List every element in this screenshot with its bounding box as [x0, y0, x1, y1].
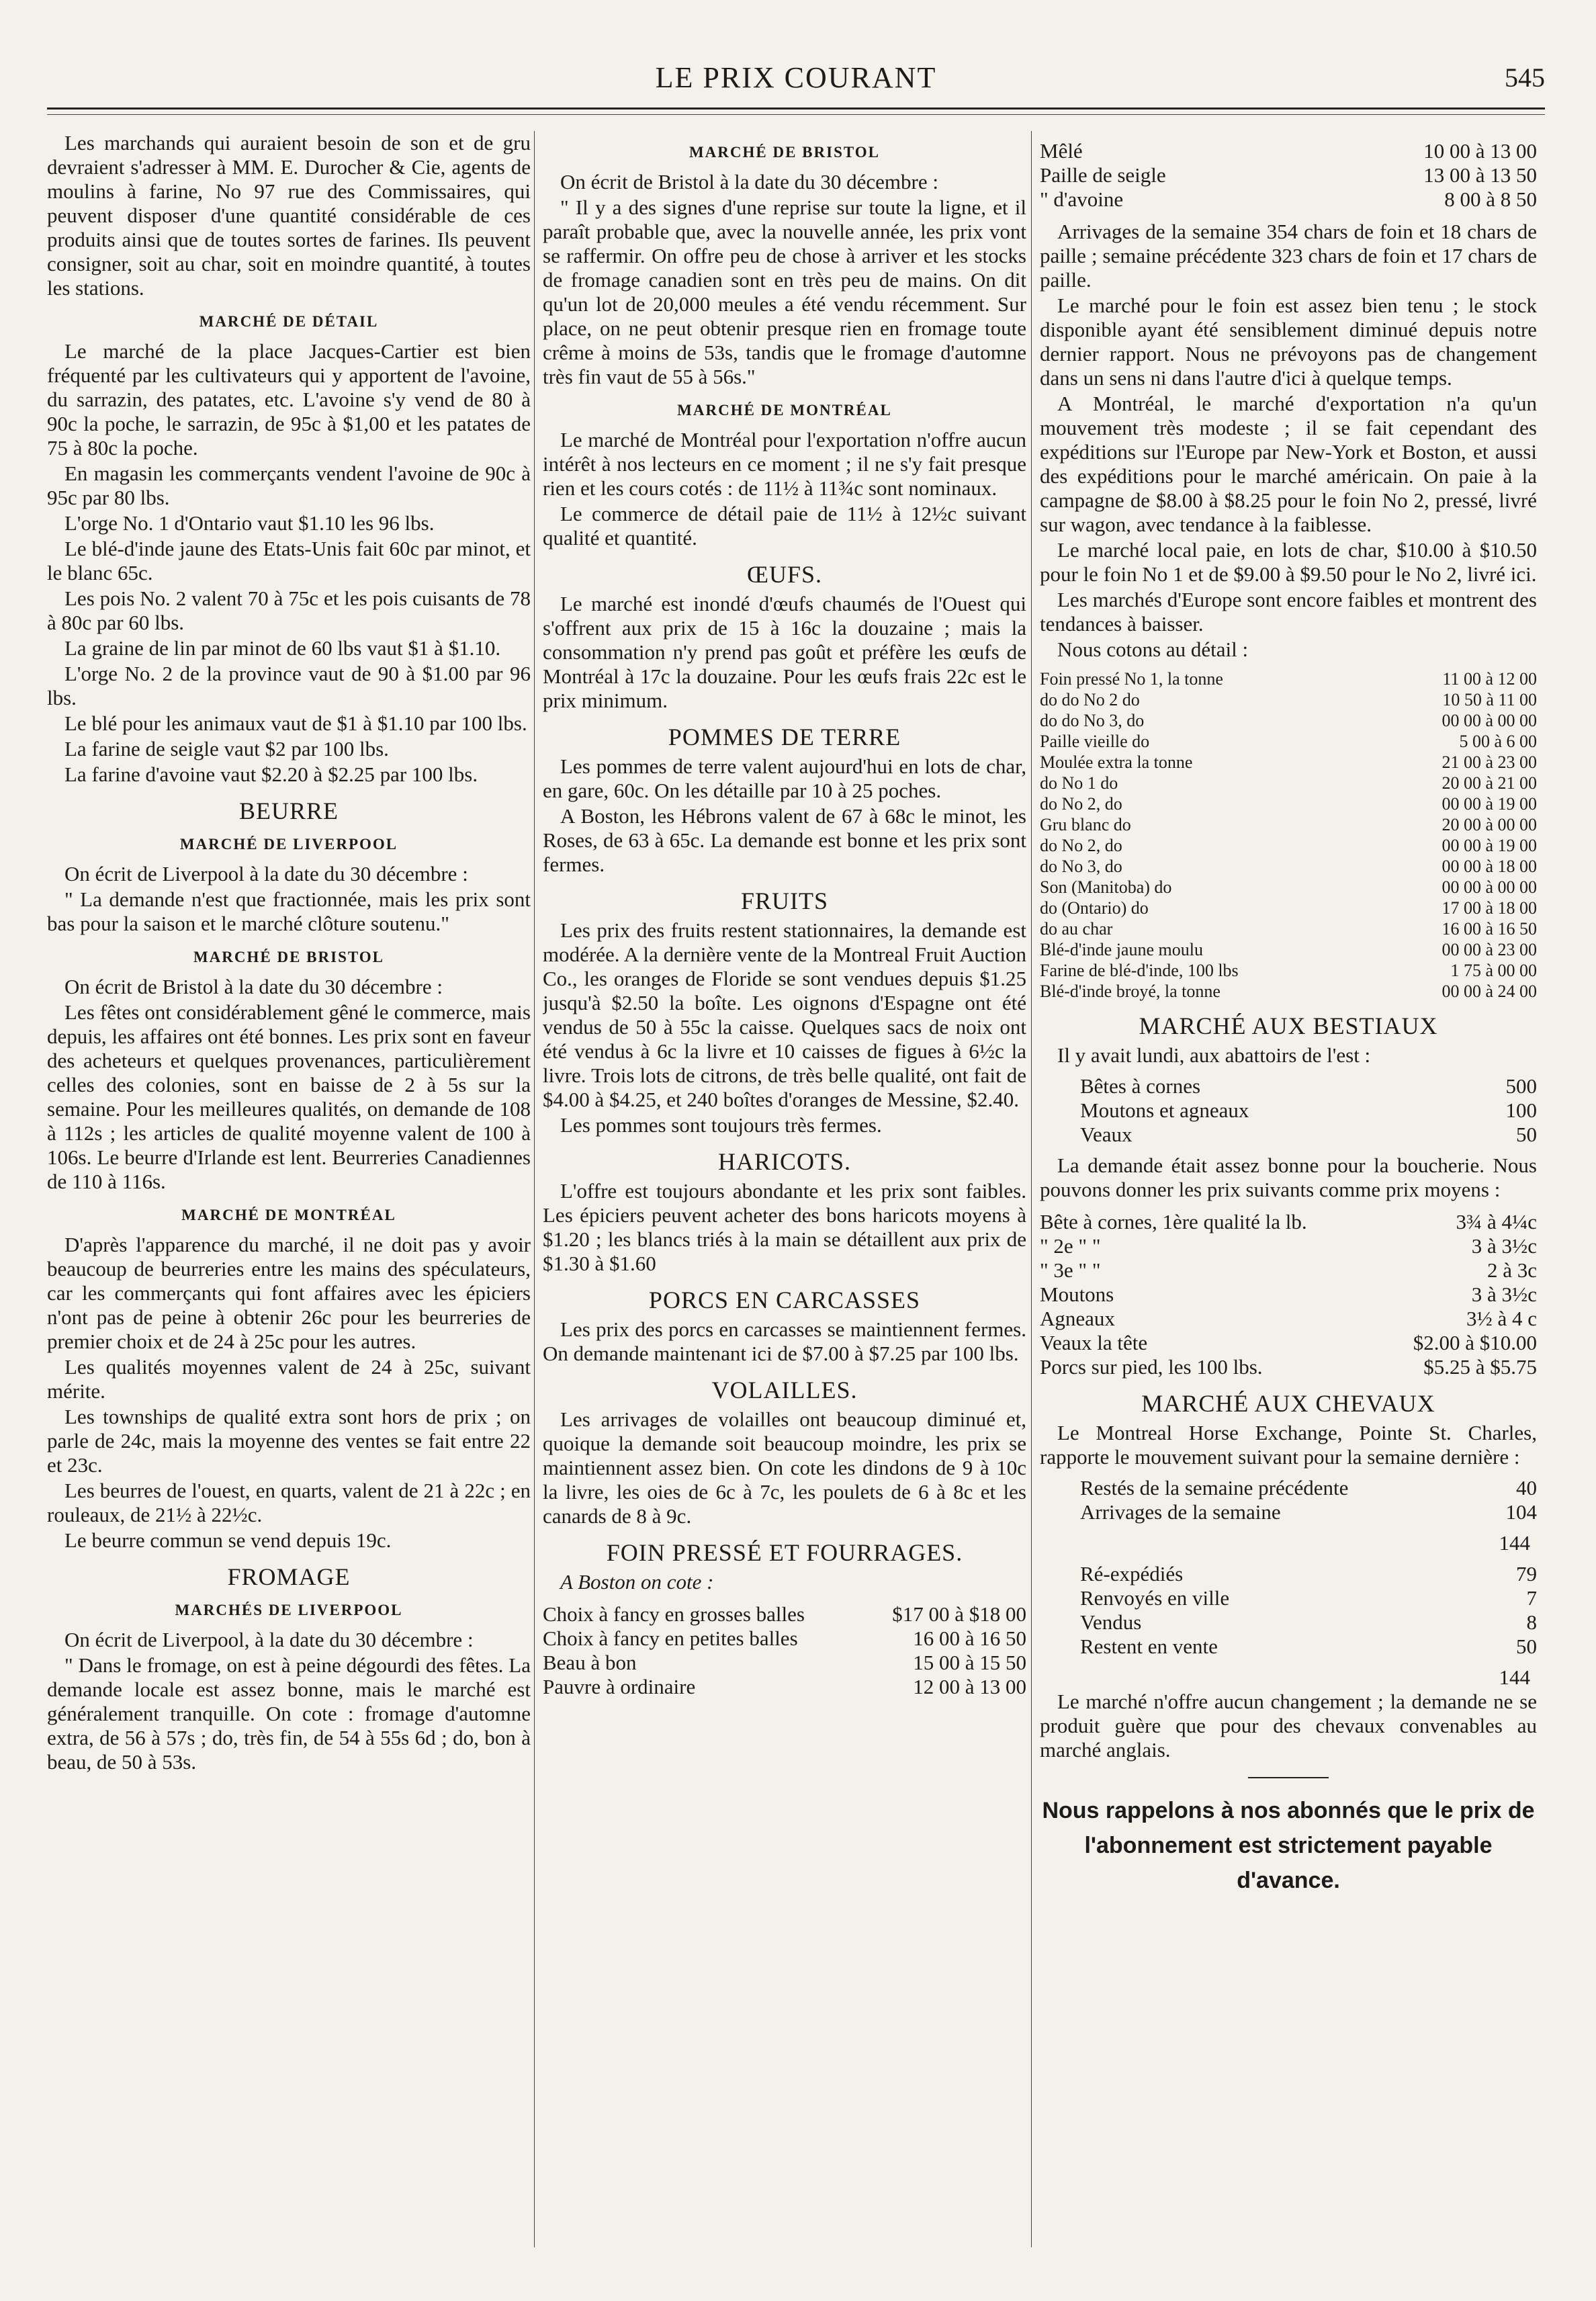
- paragraph: L'orge No. 1 d'Ontario vaut $1.10 les 96 lbs.: [64, 511, 435, 535]
- paragraph: La graine de lin par minot de 60 lbs vaut $1 à $1.10.: [64, 636, 501, 660]
- page-number: 545: [1505, 62, 1545, 93]
- paragraph: On écrit de Liverpool, à la date du 30 décembre :: [64, 1628, 474, 1651]
- paragraph: On écrit de Bristol à la date du 30 décembre :: [560, 170, 938, 193]
- subsection-heading: MARCHÉS DE LIVERPOOL: [175, 1602, 403, 1618]
- paragraph: Le Montreal Horse Exchange, Pointe St. Charles, rapporte le mouvement suivant pour la semaine dernière :: [1040, 1421, 1537, 1469]
- paragraph: Le marché est inondé d'œufs chaumés de l'Ouest qui s'offrent aux prix de 15 à 16c la douzaine ; mais la consommation n'y prend pas goût et préfère les œufs de Montréal à 17c la douzaine. Pour les œufs frais 22c est le prix minimum.: [543, 592, 1026, 712]
- table-row: do (Ontario) do 17 00 à 18 00: [1040, 898, 1537, 918]
- price-row: Veaux la tête $2.00 à $10.00: [1040, 1331, 1537, 1354]
- paragraph: Les pommes sont toujours très fermes.: [560, 1113, 882, 1137]
- paragraph: D'après l'apparence du marché, il ne doit pas y avoir beaucoup de beurreries entre les mains des spéculateurs, car les commerçants qui font affaires avec les épiciers n'ont pas de peine à obtenir 26c pour les beurreries de premier choix et de 24 à 25c pour les autres.: [47, 1233, 531, 1353]
- list-item: Ré-expédiés 79: [1080, 1562, 1537, 1586]
- paragraph: L'offre est toujours abondante et les prix sont faibles. Les épiciers peuvent acheter des bons haricots moyens à $1.20 ; les blancs triés à la main se détaillent aux prix de $1.30 à $1.60: [543, 1179, 1026, 1275]
- paragraph: A Montréal, le marché d'exportation n'a qu'un mouvement très modeste ; il se fait cependant des expéditions sur l'Europe par New-York et Boston, et aussi des expéditions pour le marché américain. On paie à la campagne de $8.00 à $8.25 pour le foin No 2, pressé, livré sur wagon, avec tendance à la faiblesse.: [1040, 392, 1537, 536]
- paragraph: La farine d'avoine vaut $2.20 à $2.25 par 100 lbs.: [64, 763, 478, 786]
- subscription-notice: Nous rappelons à nos abonnés que le prix de l'abonnement est strictement payable d'avance.: [1042, 1798, 1535, 1893]
- count-list: [1040, 1074, 1537, 1147]
- paragraph: " Dans le fromage, on est à peine dégourdi des fêtes. La demande locale est assez bonne, mais le marché est généralement tranquille. On cote : fromage d'automne extra, de 56 à 57s ; do, très fin, de 54 à 55s 6d ; do, bon à beau, de 50 à 53s.: [47, 1653, 531, 1774]
- table-row: do No 3, do 00 00 à 18 00: [1040, 857, 1537, 876]
- table-row: do do No 2 do 10 50 à 11 00: [1040, 690, 1537, 709]
- column-divider: [534, 131, 535, 2247]
- paragraph: Le blé pour les animaux vaut de $1 à $1.10 par 100 lbs.: [64, 711, 527, 735]
- subsection-heading: MARCHÉ DE BRISTOL: [193, 949, 385, 965]
- divider: [1248, 1777, 1329, 1778]
- section-heading: MARCHÉ AUX CHEVAUX: [1141, 1390, 1435, 1417]
- table-row: Moulée extra la tonne 21 00 à 23 00: [1040, 752, 1537, 772]
- total: 144: [1499, 1665, 1530, 1689]
- subsection-heading: MARCHÉ DE LIVERPOOL: [179, 836, 398, 853]
- count-list: [1040, 1562, 1537, 1659]
- section-heading: MARCHÉ DE DÉTAIL: [199, 313, 379, 330]
- section-heading: POMMES DE TERRE: [668, 724, 901, 750]
- column-1: [47, 131, 531, 2247]
- table-row: Blé-d'inde broyé, la tonne 00 00 à 24 00: [1040, 982, 1537, 1001]
- section-heading: MARCHÉ AUX BESTIAUX: [1139, 1012, 1438, 1039]
- paragraph: Les qualités moyennes valent de 24 à 25c, suivant mérite.: [47, 1355, 531, 1403]
- paragraph: Nous cotons au détail :: [1057, 638, 1249, 661]
- price-row: Moutons 3 à 3½c: [1040, 1283, 1537, 1306]
- paragraph: Arrivages de la semaine 354 chars de foin et 18 chars de paille ; semaine précédente 323 chars de foin et 17 chars de paille.: [1040, 220, 1537, 292]
- table-row: do No 2, do 00 00 à 19 00: [1040, 794, 1537, 814]
- list-item: Arrivages de la semaine 104: [1080, 1500, 1537, 1524]
- header-rule-thin: [47, 114, 1545, 115]
- table-row: do No 1 do 20 00 à 21 00: [1040, 773, 1537, 793]
- paragraph: Le beurre commun se vend depuis 19c.: [64, 1528, 392, 1552]
- total: 144: [1499, 1531, 1530, 1555]
- table-row: Farine de blé-d'inde, 100 lbs 1 75 à 00 00: [1040, 961, 1537, 980]
- paragraph: Le marché de Montréal pour l'exportation n'offre aucun intérêt à nos lecteurs en ce moment ; il ne s'y fait presque rien et les cours cotés : de 11½ à 11¾c sont nominaux.: [543, 428, 1026, 500]
- price-list: [1040, 1210, 1537, 1379]
- column-2: [543, 131, 1026, 2247]
- section-heading: PORCS EN CARCASSES: [648, 1287, 921, 1313]
- paragraph: La farine de seigle vaut $2 par 100 lbs.: [64, 737, 389, 761]
- list-item: Restent en vente 50: [1080, 1635, 1537, 1658]
- table-row: do au char 16 00 à 16 50: [1040, 919, 1537, 939]
- page-header: [47, 54, 1545, 101]
- paragraph: Les townships de qualité extra sont hors de prix ; on parle de 24c, mais la moyenne des ventes se fait entre 22 et 23c.: [47, 1405, 531, 1477]
- price-row: Choix à fancy en petites balles 16 00 à 16 50: [543, 1626, 1026, 1650]
- table-row: Gru blanc do 20 00 à 00 00: [1040, 815, 1537, 834]
- column-3: [1040, 131, 1537, 2247]
- section-heading: ŒUFS.: [746, 561, 823, 588]
- page-title: LE PRIX COURANT: [655, 61, 937, 94]
- section-heading: VOLAILLES.: [711, 1377, 858, 1403]
- paragraph: " Il y a des signes d'une reprise sur toute la ligne, et il paraît probable que, avec la nouvelle année, les prix vont se raffermir. On offre peu de chose à arriver et les stocks de fromage canadien sont en très peu de mains. On dit qu'un lot de 20,000 meules a été vendu récemment. Sur place, on ne peut obtenir presque rien en fromage toute crême à moins de 53s, tandis que le fromage d'automne très fin vaut de 55 à 56s.": [543, 196, 1026, 388]
- price-row: Porcs sur pied, les 100 lbs. $5.25 à $5.75: [1040, 1355, 1537, 1379]
- section-heading: HARICOTS.: [717, 1148, 852, 1175]
- paragraph: Il y avait lundi, aux abattoirs de l'est :: [1057, 1043, 1371, 1067]
- paragraph: En magasin les commerçants vendent l'avoine de 90c à 95c par 80 lbs.: [47, 462, 531, 509]
- price-row: Mêlé 10 00 à 13 00: [1040, 139, 1537, 163]
- paragraph: L'orge No. 2 de la province vaut de 90 à $1.00 par 96 lbs.: [47, 662, 531, 709]
- price-row: " 2e " " 3 à 3½c: [1040, 1234, 1537, 1258]
- list-item: Restés de la semaine précédente 40: [1080, 1476, 1537, 1500]
- section-heading: FROMAGE: [227, 1563, 351, 1590]
- section-heading: FRUITS: [740, 887, 829, 914]
- price-row: Beau à bon 15 00 à 15 50: [543, 1651, 1026, 1674]
- section-heading: FOIN PRESSÉ ET FOURRAGES.: [606, 1539, 963, 1566]
- paragraph: Les marchés d'Europe sont encore faibles et montrent des tendances à baisser.: [1040, 588, 1537, 636]
- price-row: " 3e " " 2 à 3c: [1040, 1258, 1537, 1282]
- paragraph: Les pois No. 2 valent 70 à 75c et les pois cuisants de 78 à 80c par 60 lbs.: [47, 587, 531, 634]
- price-row: Agneaux 3½ à 4 c: [1040, 1307, 1537, 1330]
- count-list: [1040, 1476, 1537, 1524]
- paragraph: On écrit de Liverpool à la date du 30 décembre :: [64, 862, 468, 885]
- paragraph: Les arrivages de volailles ont beaucoup diminué et, quoique la demande soit beaucoup moindre, les prix se maintiennent assez bien. On cote les dindons de 9 à 10c la livre, les oies de 6c à 7c, les poulets de 6 à 8c et les canards de 8 à 9c.: [543, 1407, 1026, 1528]
- section-heading: MARCHÉ DE MONTRÉAL: [677, 402, 892, 419]
- table-row: Blé-d'inde jaune moulu 00 00 à 23 00: [1040, 940, 1537, 959]
- table-row: Foin pressé No 1, la tonne 11 00 à 12 00: [1040, 669, 1537, 689]
- paragraph: Le marché local paie, en lots de char, $10.00 à $10.50 pour le foin No 1 et de $9.00 à $9.50 pour le No 2, livré ici.: [1040, 538, 1537, 586]
- paragraph: Le commerce de détail paie de 11½ à 12½c suivant qualité et quantité.: [543, 502, 1026, 550]
- paragraph: Le marché de la place Jacques-Cartier est bien fréquenté par les cultivateurs qui y apportent de l'avoine, du sarrazin, des patates, etc. L'avoine s'y vend de 80 à 90c la poche, le sarrazin, de 95c à $1,00 et les patates de 75 à 80c la poche.: [47, 339, 531, 460]
- list-item: Renvoyés en ville 7: [1080, 1586, 1537, 1610]
- table-row: Son (Manitoba) do 00 00 à 00 00: [1040, 877, 1537, 897]
- price-list: [1040, 139, 1537, 212]
- table-row: do do No 3, do 00 00 à 00 00: [1040, 711, 1537, 730]
- section-heading: MARCHÉ DE BRISTOL: [689, 144, 881, 161]
- list-item: Veaux 50: [1080, 1123, 1537, 1146]
- price-list: [543, 1602, 1026, 1699]
- price-row: Bête à cornes, 1ère qualité la lb. 3¾ à 4¼c: [1040, 1210, 1537, 1233]
- paragraph: Les fêtes ont considérablement gêné le commerce, mais depuis, les affaires ont été bonnes. Les prix sont en faveur des acheteurs et quelques provenances, particulièrement celles des colonies, sont en baisse de 2 à 5s sur la semaine. Pour les meilleures qualités, on demande de 108 à 112s ; les articles de qualité moyenne valent de 100 à 106s. Le beurre d'Irlande est lent. Beurreries Canadiennes de 110 à 116s.: [47, 1000, 531, 1193]
- header-rule: [47, 107, 1545, 110]
- paragraph: Le blé-d'inde jaune des Etats-Unis fait 60c par minot, et le blanc 65c.: [47, 537, 531, 584]
- intro-paragraph: Les marchands qui auraient besoin de son et de gru devraient s'adresser à MM. E. Durocher & Cie, agents de moulins à farine, No 97 rue des Commissaires, qui peuvent disposer d'une quantité considérable de ces produits ainsi que de toutes sortes de farines. Ils peuvent consigner, soit au char, soit en moindre quantité, à toutes les stations.: [47, 131, 531, 300]
- paragraph: La demande était assez bonne pour la boucherie. Nous pouvons donner les prix suivants comme prix moyens :: [1040, 1154, 1537, 1201]
- paragraph: Les beurres de l'ouest, en quarts, valent de 21 à 22c ; en rouleaux, de 21½ à 22½c.: [47, 1479, 531, 1526]
- list-item: Moutons et agneaux 100: [1080, 1098, 1537, 1122]
- list-item: Bêtes à cornes 500: [1080, 1074, 1537, 1098]
- price-row: " d'avoine 8 00 à 8 50: [1040, 187, 1537, 211]
- subsection-heading: MARCHÉ DE MONTRÉAL: [181, 1207, 396, 1223]
- paragraph: A Boston, les Hébrons valent de 67 à 68c le minot, les Roses, de 63 à 65c. La demande est bonne et les prix sont fermes.: [543, 804, 1026, 876]
- section-heading: BEURRE: [238, 797, 339, 824]
- paragraph: Les prix des porcs en carcasses se maintiennent fermes. On demande maintenant ici de $7.00 à $7.25 par 100 lbs.: [543, 1317, 1026, 1365]
- paragraph: Les pommes de terre valent aujourd'hui en lots de char, en gare, 60c. On les détaille par 10 à 25 poches.: [543, 754, 1026, 802]
- paragraph: " La demande n'est que fractionnée, mais les prix sont bas pour la saison et le marché clôture soutenu.": [47, 887, 531, 935]
- table-row: Paille vieille do 5 00 à 6 00: [1040, 732, 1537, 751]
- paragraph: Les prix des fruits restent stationnaires, la demande est modérée. A la dernière vente de la Montreal Fruit Auction Co., les oranges de Floride se sont vendues depuis $1.25 jusqu'à $2.50 la boîte. Les oignons d'Espagne ont été vendus de 50 à 55c la caisse. Quelques sacs de noix ont été vendus à 6c la livre et 10 caisses de figues à 6½c la livre. Trois lots de citrons, de très belle qualité, ont fait de $4.00 à $4.25, et 240 boîtes d'oranges de Messine, $2.40.: [543, 918, 1026, 1111]
- paragraph: Le marché n'offre aucun changement ; la demande ne se produit guère que pour des chevaux convenables au marché anglais.: [1040, 1690, 1537, 1762]
- price-row: Pauvre à ordinaire 12 00 à 13 00: [543, 1675, 1026, 1698]
- column-divider: [1031, 131, 1032, 2247]
- paragraph: A Boston on cote :: [560, 1570, 714, 1594]
- paragraph: On écrit de Bristol à la date du 30 décembre :: [64, 975, 443, 998]
- table-row: do No 2, do 00 00 à 19 00: [1040, 836, 1537, 855]
- list-item: Vendus 8: [1080, 1610, 1537, 1634]
- paragraph: Le marché pour le foin est assez bien tenu ; le stock disponible ayant été sensiblement diminué depuis notre dernier rapport. Nous ne prévoyons pas de changement dans un sens ni dans l'autre d'ici à quelque temps.: [1040, 294, 1537, 390]
- price-table: [1040, 668, 1537, 1002]
- price-row: Paille de seigle 13 00 à 13 50: [1040, 163, 1537, 187]
- price-row: Choix à fancy en grosses balles $17 00 à $18 00: [543, 1602, 1026, 1626]
